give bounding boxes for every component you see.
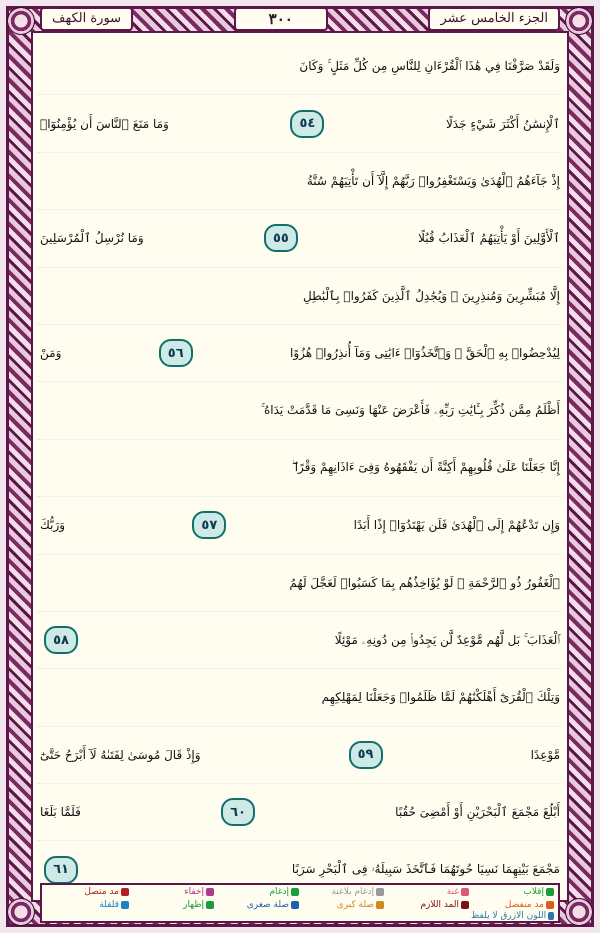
verse-text: أَبْلُغَ مَجْمَعَ ٱلْبَحْرَيْنِ أَوْ أَمْضِىَ حُقُبًا (395, 805, 560, 820)
legend-label: قلقلة (99, 899, 119, 910)
ayah-number-marker: ٦١ (44, 856, 78, 884)
corner-ornament-icon (7, 898, 35, 926)
legend-item (46, 887, 129, 897)
ayah-number-marker: ٥٨ (44, 626, 78, 654)
legend-item (131, 900, 214, 910)
legend-label: إدغام بلاغنة (331, 886, 374, 897)
color-swatch-icon (376, 888, 384, 896)
verse-text: وَتِلْكَ ٱلْقُرَىٰٓ أَهْلَكْنَٰهُمْ لَمَّا ظَلَمُوا۟ وَجَعَلْنَا لِمَهْلِكِهِم (321, 690, 560, 705)
ayah-number-marker: ٥٧ (192, 511, 226, 539)
legend-label: اللون الأزرق لا يلفظ (471, 911, 547, 921)
legend-item (386, 887, 469, 897)
verse-text: مَّوْعِدًا (530, 747, 560, 762)
page-header (40, 6, 560, 32)
verse-text: مَجْمَعَ بَيْنِهِمَا نَسِيَا حُوتَهُمَا فَٱتَّخَذَ سَبِيلَهُۥ فِى ٱلْبَحْرِ سَرَبًا (291, 862, 560, 877)
verse-text: وَمَا نُرْسِلُ ٱلْمُرْسَلِينَ (40, 231, 144, 246)
verse-text: ٱلْغَفُورُ ذُو ٱلرَّحْمَةِ ۖ لَوْ يُؤَاخِذُهُم بِمَا كَسَبُوا۟ لَعَجَّلَ لَهُمُ (289, 575, 560, 590)
verse-line (38, 727, 562, 784)
verse-line (38, 95, 562, 152)
verse-text: ٱلْإِنسَٰنُ أَكْثَرَ شَيْءٍ جَدَلًا (445, 116, 560, 131)
surah-label: سورة الكهف (40, 7, 133, 31)
verse-line (38, 669, 562, 726)
color-swatch-icon (206, 888, 214, 896)
verse-text: وَلَقَدْ صَرَّفْنَا فِي هَٰذَا ٱلْقُرْءَانِ لِلنَّاسِ مِن كُلِّ مَثَلٍ ۚ وَكَانَ (299, 58, 560, 73)
verse-line (38, 268, 562, 325)
verse-text: لِيُدْحِضُوا۟ بِهِ ٱلْحَقَّ ۖ وَٱتَّخَذُوٓا۟ ءَايَٰتِى وَمَآ أُنذِرُوا۟ هُزُوًا (290, 346, 560, 361)
legend-item (301, 887, 384, 897)
legend-item (386, 900, 469, 910)
verse-text: إِذْ جَآءَهُمُ ٱلْهُدَىٰ وَيَسْتَغْفِرُوا۟ رَبَّهُمْ إِلَّآ أَن تَأْتِيَهُمْ سُنَّةُ (306, 173, 560, 188)
legend-label: مد منفصل (504, 899, 544, 910)
page-number: ٣٠٠ (234, 7, 328, 31)
legend-label: إخفاء (184, 886, 204, 897)
verse-text: وَرَبُّكَ (40, 518, 66, 533)
legend-label: مد متصل (84, 886, 119, 897)
corner-ornament-icon (565, 898, 593, 926)
color-swatch-icon (121, 901, 129, 909)
verse-text: وَإِن تَدْعُهُمْ إِلَى ٱلْهُدَىٰ فَلَن يَهْتَدُوٓا۟ إِذًا أَبَدًا (353, 518, 560, 533)
legend-item (471, 911, 554, 921)
legend-label: إدغام (269, 886, 289, 897)
verse-text: إِلَّا مُبَشِّرِينَ وَمُنذِرِينَ ۚ وَيُجَٰدِلُ ٱلَّذِينَ كَفَرُوا۟ بِٱلْبَٰطِلِ (302, 288, 560, 303)
legend-label: المد اللازم (420, 899, 459, 910)
ayah-number-marker: ٦٠ (221, 798, 255, 826)
color-swatch-icon (461, 888, 469, 896)
legend-item (301, 900, 384, 910)
legend-label: صلة كبرى (336, 899, 374, 910)
verse-line (38, 497, 562, 554)
ayah-number-marker: ٥٥ (264, 224, 298, 252)
ayah-number-marker: ٥٤ (290, 110, 324, 138)
verse-text: وَمَنْ (40, 346, 62, 361)
color-swatch-icon (461, 901, 469, 909)
verse-text: إِنَّا جَعَلْنَا عَلَىٰ قُلُوبِهِمْ أَكِنَّةً أَن يَفْقَهُوهُ وَفِىٓ ءَاذَانِهِمْ وَقْرًا ۖ (291, 460, 560, 475)
corner-ornament-icon (565, 7, 593, 35)
color-swatch-icon (206, 901, 214, 909)
color-swatch-icon (291, 901, 299, 909)
verse-line (38, 38, 562, 95)
ayah-number-marker: ٥٦ (159, 339, 193, 367)
verse-line (38, 382, 562, 439)
color-swatch-icon (548, 912, 554, 920)
juz-label: الجزء الخامس عشر (428, 7, 560, 31)
verse-line (38, 153, 562, 210)
legend-item (216, 900, 299, 910)
verse-text: أَظْلَمُ مِمَّن ذُكِّرَ بِـَٔايَٰتِ رَبِّهِۦ فَأَعْرَضَ عَنْهَا وَنَسِىَ مَا قَدَّمَتْ يَدَاهُ ۚ (260, 403, 560, 418)
tajweed-legend (40, 883, 560, 923)
verse-line (38, 612, 562, 669)
verse-text: وَإِذْ قَالَ مُوسَىٰ لِفَتَىٰهُ لَآ أَبْرَحُ حَتَّىٰٓ (40, 747, 201, 762)
color-swatch-icon (376, 901, 384, 909)
verse-line (38, 210, 562, 267)
legend-label: صلة صغرى (246, 899, 289, 910)
verse-text: فَلَمَّا بَلَغَا (40, 805, 81, 820)
verse-line (38, 440, 562, 497)
ayah-number-marker: ٥٩ (349, 741, 383, 769)
verse-text: وَمَا مَنَعَ ٱلنَّاسَ أَن يُؤْمِنُوٓا۟ (40, 116, 169, 131)
legend-item (216, 887, 299, 897)
legend-label: إظهار (183, 899, 204, 910)
color-swatch-icon (291, 888, 299, 896)
legend-item (471, 900, 554, 910)
legend-item (46, 900, 129, 910)
verse-line (38, 784, 562, 841)
legend-item (131, 887, 214, 897)
verse-text: ٱلْعَذَابَ ۚ بَل لَّهُم مَّوْعِدٌ لَّن يَجِدُوا۟ مِن دُونِهِۦ مَوْئِلًا (334, 632, 560, 647)
legend-item (471, 887, 554, 897)
verse-text: ٱلْأَوَّلِينَ أَوْ يَأْتِيَهُمُ ٱلْعَذَابُ قُبُلًا (418, 231, 560, 246)
legend-label: غنة (446, 886, 459, 897)
quran-text (38, 38, 562, 876)
legend-label: إقلاب (523, 886, 544, 897)
verse-line (38, 325, 562, 382)
color-swatch-icon (546, 901, 554, 909)
verse-line (38, 555, 562, 612)
color-swatch-icon (546, 888, 554, 896)
color-swatch-icon (121, 888, 129, 896)
